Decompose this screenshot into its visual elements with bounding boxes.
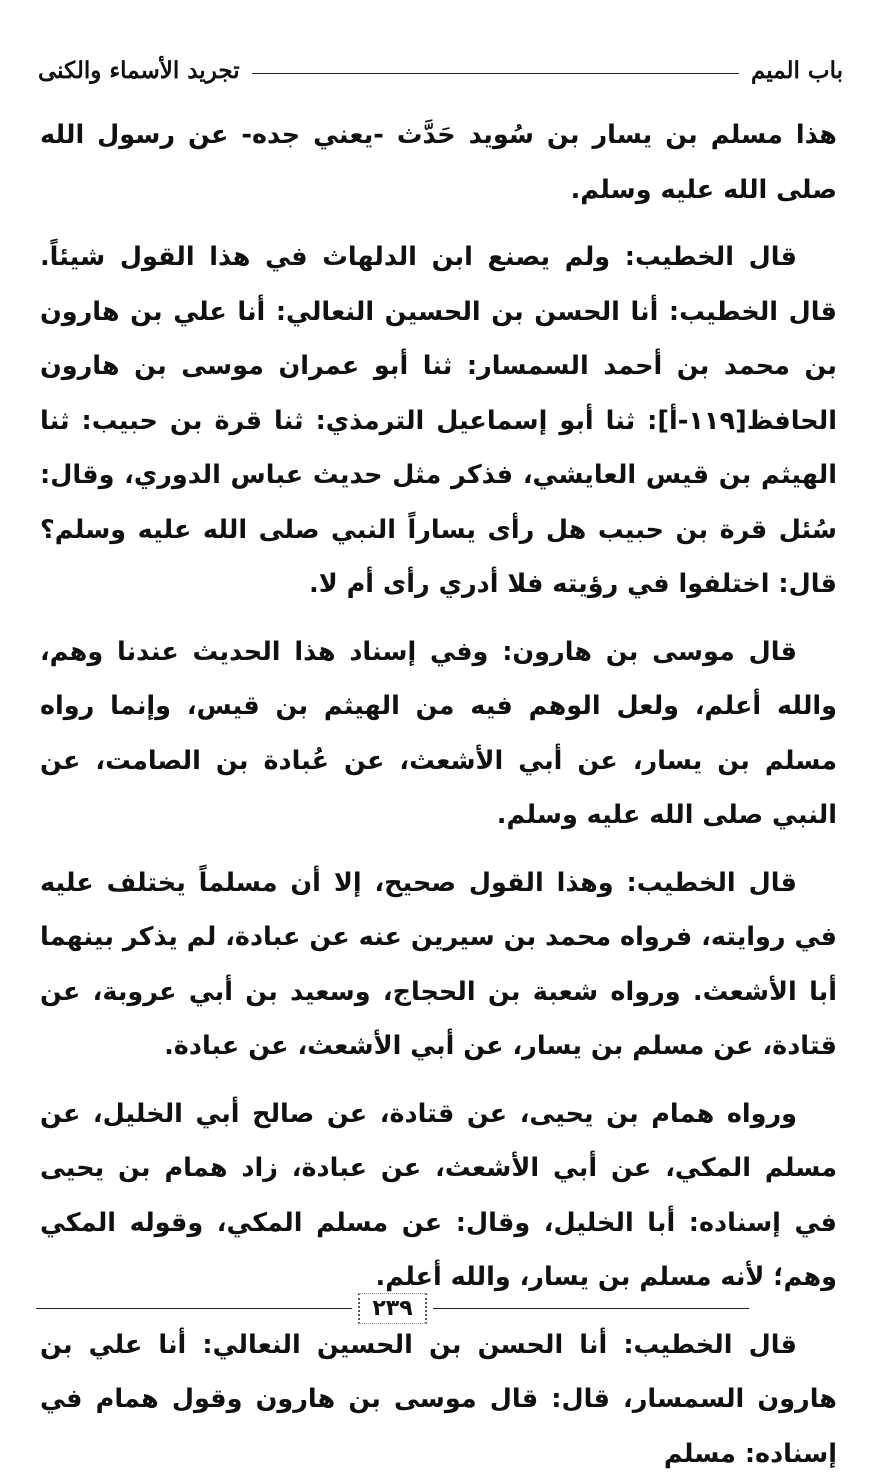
paragraph-5: ورواه همام بن يحيى، عن قتادة، عن صالح أبي الخليل، عن مسلم المكي، عن أبي الأشعث، عن عبادة، زاد همام بن يحيى في إسناده: أبا الخليل، وقال: عن مسلم المكي، وقوله المكي وهم؛ لأنه مسلم بن يسار، والله أعلم.	[40, 1087, 837, 1305]
paragraph-3: قال موسى بن هارون: وفي إسناد هذا الحديث عندنا وهم، والله أعلم، ولعل الوهم فيه من الهيثم بن قيس، وإنما رواه مسلم بن يسار، عن أبي الأشعث، عن عُبادة بن الصامت، عن النبي صلى الله عليه وسلم.	[40, 625, 837, 843]
book-title: تجريد الأسماء والكنى	[38, 57, 240, 84]
running-header	[38, 50, 843, 90]
paragraph-6: قال الخطيب: أنا الحسن بن الحسين النعالي: أنا علي بن هارون السمسار، قال: قال موسى بن هارون وقول همام في إسناده: مسلم	[40, 1318, 837, 1481]
page-body	[40, 108, 837, 1481]
header-rule	[252, 73, 739, 74]
footer-rule-right	[433, 1308, 749, 1309]
paragraph-2: قال الخطيب: ولم يصنع ابن الدلهاث في هذا القول شيئاً. قال الخطيب: أنا الحسن بن الحسين النعالي: أنا علي بن هارون بن محمد بن أحمد السمسار: ثنا أبو عمران موسى بن هارون الحافظ[١١٩-أ]: ثنا أبو إسماعيل الترمذي: ثنا قرة بن حبيب: ثنا الهيثم بن قيس العايشي، فذكر مثل حديث عباس الدوري، وقال: سُئل قرة بن حبيب هل رأى يساراً النبي صلى الله عليه وسلم؟ قال: اختلفوا في رؤيته فلا أدري رأى أم لا.	[40, 230, 837, 612]
paragraph-1: هذا مسلم بن يسار بن سُويد حَدَّث -يعني جده- عن رسول الله صلى الله عليه وسلم.	[40, 108, 837, 217]
footer-rule-left	[36, 1308, 352, 1309]
page-footer	[36, 1288, 749, 1328]
page-number: ٢٣٩	[358, 1293, 426, 1324]
chapter-title: باب الميم	[751, 57, 843, 84]
paragraph-4: قال الخطيب: وهذا القول صحيح، إلا أن مسلماً يختلف عليه في روايته، فرواه محمد بن سيرين عنه عن عبادة، لم يذكر بينهما أبا الأشعث. ورواه شعبة بن الحجاج، وسعيد بن أبي عروبة، عن قتادة، عن مسلم بن يسار، عن أبي الأشعث، عن عبادة.	[40, 856, 837, 1074]
